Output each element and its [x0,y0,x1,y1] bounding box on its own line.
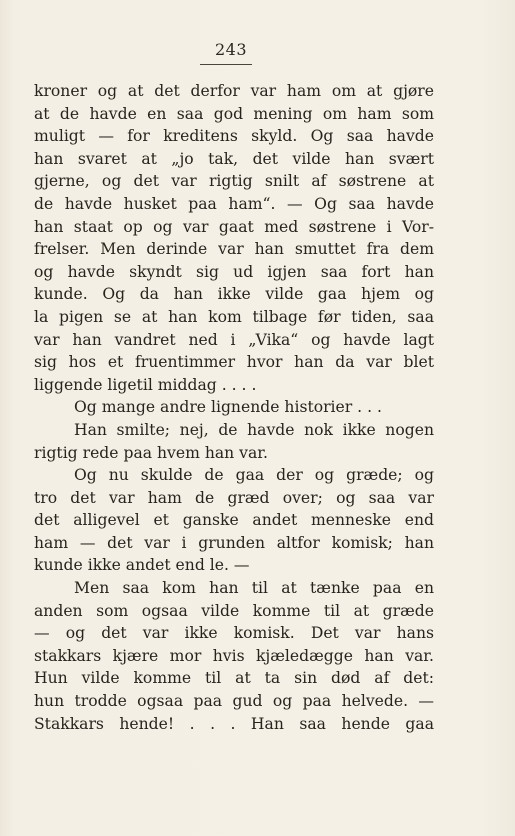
text-line: Og mange andre lignende historier . . . [74,398,382,417]
text-line: muligt — for kreditens skyld. Og saa havde [34,127,434,146]
text-line: han staat op og var gaat med søstrene i Vor- [34,217,434,236]
header-rule [200,64,252,65]
text-line: Men saa kom han til at tænke paa en [74,579,434,598]
text-line: stakkars kjære mor hvis kjæledægge han var. [34,646,434,665]
text-line: gjerne, og det var rigtig snilt af søstrene at [34,172,434,191]
text-line: Og nu skulde de gaa der og græde; og [74,466,434,485]
text-line: kunde. Og da han ikke vilde gaa hjem og [34,285,434,304]
text-line: frelser. Men derinde var han smuttet fra dem [34,240,434,259]
body-text [34,80,434,735]
text-line: la pigen se at han kom tilbage før tiden, saa [34,307,434,326]
text-line: Han smilte; nej, de havde nok ikke nogen [74,420,434,439]
page-number: 243 [214,40,248,59]
text-line: at de havde en saa god mening om ham som [34,104,434,123]
text-line: ham — det var i grunden altfor komisk; han [34,533,434,552]
text-line: anden som ogsaa vilde komme til at græde [34,601,434,620]
text-line: Stakkars hende! . . . Han saa hende gaa [34,714,434,733]
text-line: liggende ligetil middag . . . . [34,375,257,394]
text-line: han svaret at „jo tak, det vilde han svært [34,149,434,168]
text-line: og havde skyndt sig ud igjen saa fort han [34,262,434,281]
text-line: Hun vilde komme til at ta sin død af det: [34,669,434,688]
text-line: de havde husket paa ham“. — Og saa havde [34,194,434,213]
text-line: sig hos et fruentimmer hvor han da var blet [34,353,434,372]
text-line: hun trodde ogsaa paa gud og paa helvede. — [34,692,434,711]
text-line: — og det var ikke komisk. Det var hans [34,624,434,643]
text-line: tro det var ham de græd over; og saa var [34,488,434,507]
text-line: kroner og at det derfor var ham om at gjøre [34,82,434,100]
text-line: kunde ikke andet end le. — [34,556,250,575]
text-line: rigtig rede paa hvem han var. [34,443,268,462]
text-line: var han vandret ned i „Vika“ og havde lagt [34,330,434,349]
text-line: det alligevel et ganske andet menneske end [34,511,434,530]
